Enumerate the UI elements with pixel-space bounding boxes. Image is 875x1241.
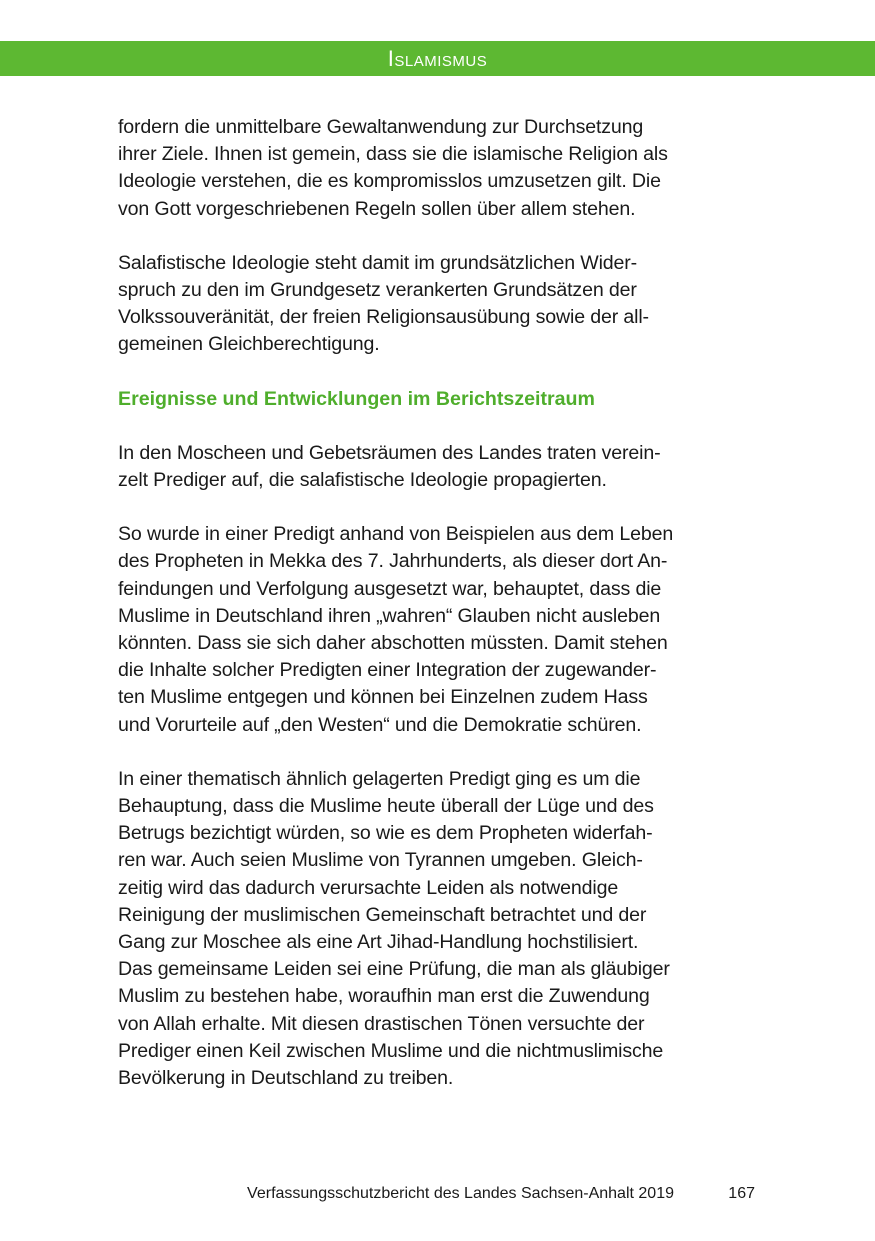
paragraph [118,766,758,1092]
text-line: So wurde in einer Predigt anhand von Beispielen aus dem Leben [118,523,674,546]
text-line: zeitig wird das dadurch verursachte Leiden als notwendige [118,876,619,899]
text-line: ten Muslime entgegen und können bei Einzelnen zudem Hass [118,686,648,709]
page-number: 167 [728,1185,755,1202]
text-line: Das gemeinsame Leiden sei eine Prüfung, die man als gläubiger [118,958,670,981]
text-line: und Vorurteile auf „den Westen“ und die Demokratie schüren. [118,713,642,736]
page-section-title: Islamismus [387,46,488,71]
header-bar [0,41,875,76]
text-line: Muslim zu bestehen habe, woraufhin man erst die Zuwendung [118,985,650,1008]
text-line: Gang zur Moschee als eine Art Jihad-Handlung hochstilisiert. [118,931,639,954]
text-line: Betrugs bezichtigt würden, so wie es dem Propheten widerfah- [118,822,653,845]
text-line: Reinigung der muslimischen Gemeinschaft betrachtet und der [118,903,647,926]
text-line: Salafistische Ideologie steht damit im grundsätzlichen Wider- [118,251,638,274]
text-line: Volkssouveränität, der freien Religionsausübung sowie der all- [118,306,649,329]
text-line: von Allah erhalte. Mit diesen drastischen Tönen versuchte der [118,1012,645,1035]
text-line: Prediger einen Keil zwischen Muslime und die nichtmuslimische [118,1039,664,1062]
page-footer [0,1182,875,1206]
text-line: Ideologie verstehen, die es kompromisslos umzusetzen gilt. Die [118,170,661,193]
text-line: Bevölkerung in Deutschland zu treiben. [118,1067,454,1090]
page-content [118,114,758,1119]
text-line: feindungen und Verfolgung ausgesetzt war, behauptet, dass die [118,577,662,600]
text-line: zelt Prediger auf, die salafistische Ideologie propagierten. [118,469,607,492]
text-line: fordern die unmittelbare Gewaltanwendung zur Durchsetzung [118,116,644,138]
text-line: In einer thematisch ähnlich gelagerten Predigt ging es um die [118,767,641,790]
text-line: ihrer Ziele. Ihnen ist gemein, dass sie die islamische Religion als [118,143,668,166]
text-line: spruch zu den im Grundgesetz verankerten Grundsätzen der [118,279,637,302]
paragraph [118,114,758,223]
text-line: von Gott vorgeschriebenen Regeln sollen über allem stehen. [118,197,636,220]
text-line: gemeinen Gleichberechtigung. [118,333,380,356]
text-line: Behauptung, dass die Muslime heute überall der Lüge und des [118,795,654,818]
paragraph [118,440,758,494]
text-line: ren war. Auch seien Muslime von Tyrannen umgeben. Gleich- [118,849,643,872]
text-line: des Propheten in Mekka des 7. Jahrhunderts, als dieser dort An- [118,550,668,573]
section-heading: Ereignisse und Entwicklungen im Berichtszeitraum [118,387,595,410]
paragraph [118,250,758,359]
footer-title: Verfassungsschutzbericht des Landes Sachsen-Anhalt 2019 [247,1185,674,1202]
paragraph [118,521,758,739]
text-line: die Inhalte solcher Predigten einer Integration der zugewander- [118,659,657,682]
text-line: In den Moscheen und Gebetsräumen des Landes traten verein- [118,441,661,464]
text-line: Muslime in Deutschland ihren „wahren“ Glauben nicht ausleben [118,604,661,627]
text-line: könnten. Dass sie sich daher abschotten müssten. Damit stehen [118,632,668,655]
